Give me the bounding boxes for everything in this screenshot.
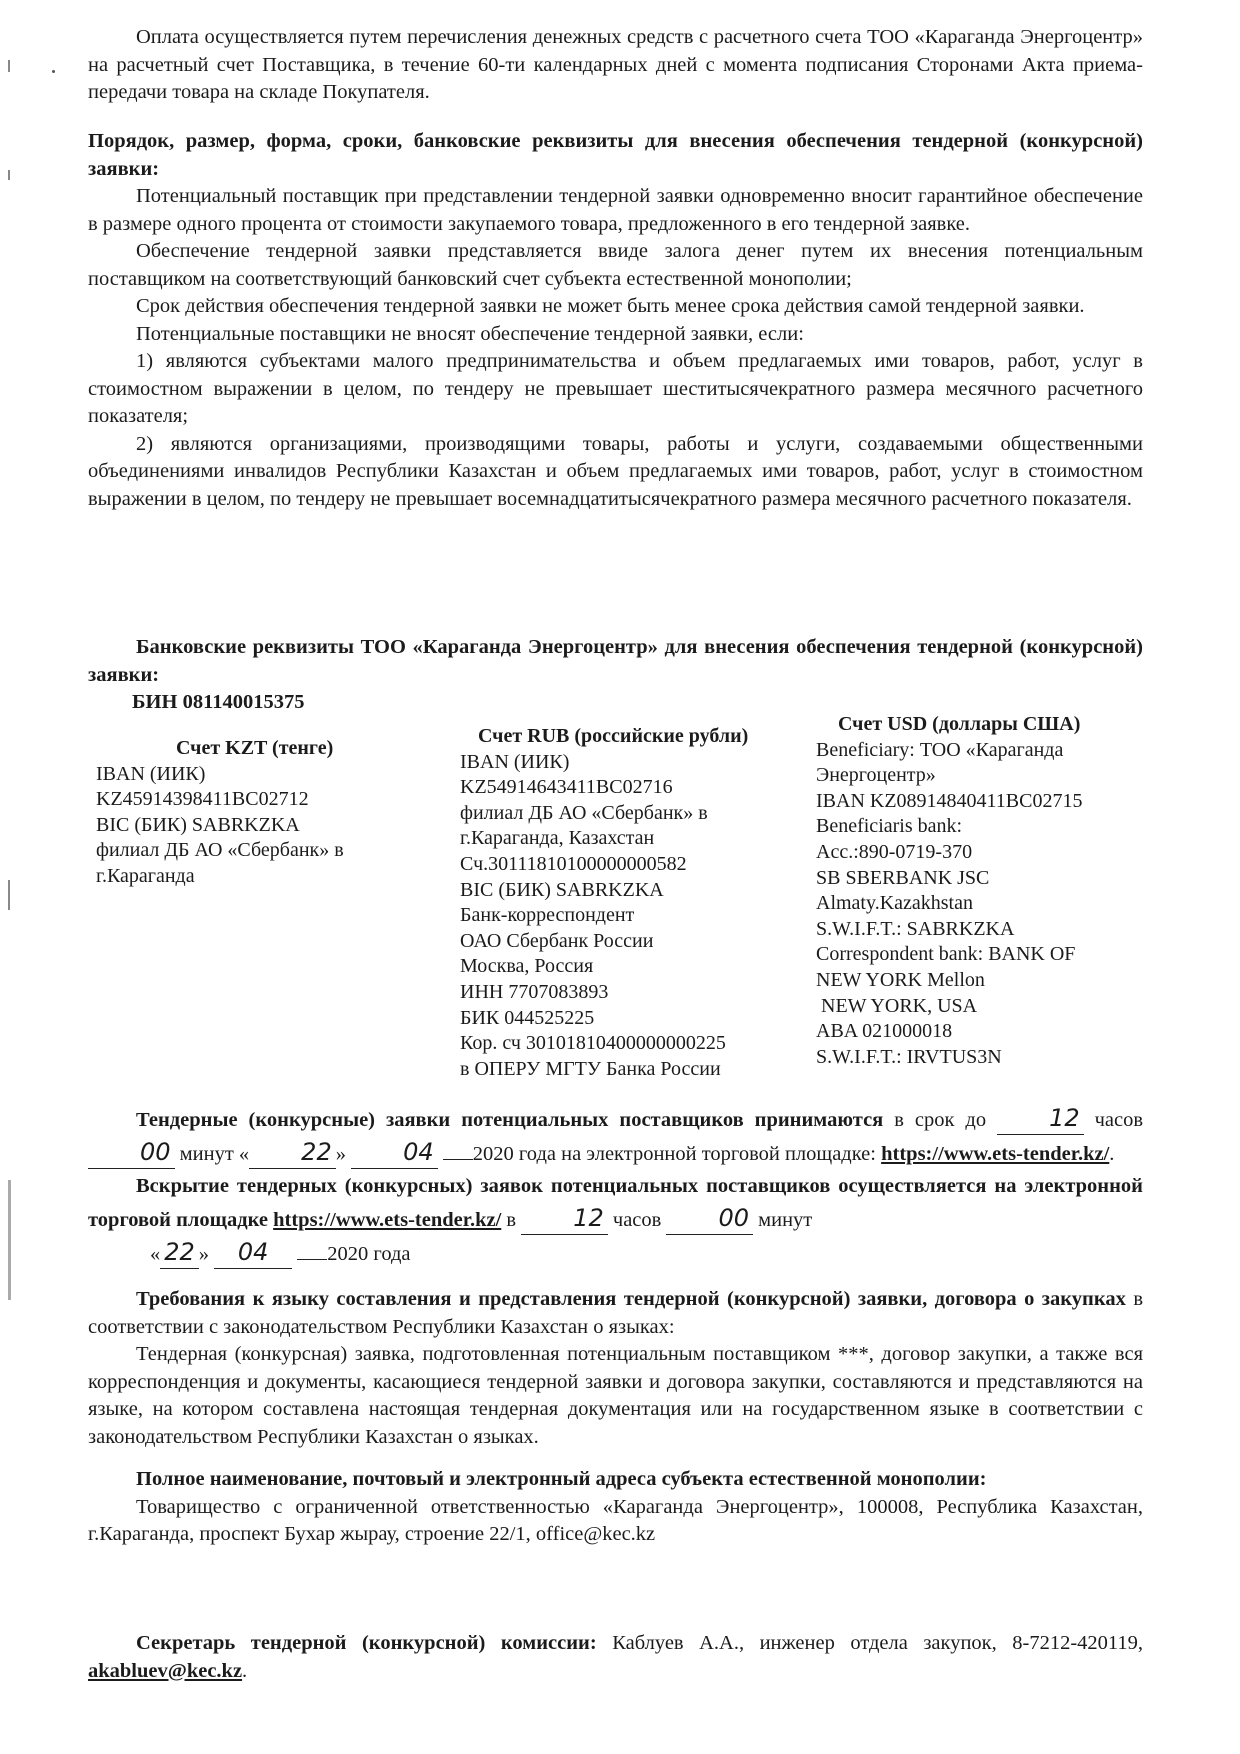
secretary-label: Секретарь тендерной (конкурсной) комиссии: (136, 1632, 597, 1654)
deadline-text: » (198, 1243, 210, 1265)
rub-line: в ОПЕРУ МГТУ Банка России (460, 1057, 721, 1080)
usd-line: Correspondent bank: BANK OF (816, 943, 1076, 966)
scan-artifact (52, 70, 55, 73)
blank-line (297, 1259, 327, 1260)
handwritten-day: 22 (160, 1236, 199, 1269)
rub-line: Сч.30111810100000000582 (460, 852, 687, 875)
kzt-line: BIC (БИК) SABRKZKA (96, 813, 300, 836)
bank-column-kzt (96, 736, 344, 890)
opening-deadline-label: Вскрытие тендерных (конкурсных) заявок потенциальных поставщиков осуществляется на электронной торговой площадке (88, 1175, 1143, 1231)
handwritten-month: 04 (351, 1136, 438, 1169)
deadline-text: часов (612, 1209, 662, 1231)
bank-column-usd (816, 712, 1082, 1070)
handwritten-day: 22 (249, 1136, 336, 1169)
scan-artifact (8, 170, 10, 180)
bank-bin: БИН 081140015375 (132, 691, 305, 713)
deadline-text: » (335, 1143, 346, 1165)
security-paragraph-4: Потенциальные поставщики не вносят обеспечение тендерной заявки, если: (136, 322, 804, 345)
usd-line: ABA 021000018 (816, 1020, 953, 1043)
usd-line: Almaty.Kazakhstan (816, 892, 973, 915)
security-paragraph-6: 2) являются организациями, производящими товары, работы и услуги, создаваемыми общественными объединениями инвалидов Республики Казахстан и объем предлагаемых ими товаров, работ, услуг в стоимостном выражении в целом, по тендеру не превышает восемнадцатитысячекратного размера месячного расчетного показателя. (88, 432, 1143, 510)
deadline-text: 2020 года на электронной торговой площадке: (472, 1143, 876, 1165)
address-body: Товарищество с ограниченной ответственностью «Караганда Энергоцентр», 100008, Республика Казахстан, г.Караганда, проспект Бухар жырау, строение 22/1, office@kec.kz (88, 1495, 1143, 1545)
address-section (88, 1466, 1143, 1549)
ets-tender-link[interactable]: https://www.ets-tender.kz/ (881, 1143, 1110, 1165)
rub-line: г.Караганда, Казахстан (460, 827, 655, 850)
rub-line: Москва, Россия (460, 955, 594, 978)
deadline-text: минут « (179, 1143, 250, 1165)
security-paragraph-3: Срок действия обеспечения тендерной заявки не может быть менее срока действия самой тендерной заявки. (136, 295, 1085, 317)
payment-section (88, 24, 1143, 107)
usd-line: NEW YORK, USA (816, 994, 978, 1017)
kzt-line: KZ45914398411BC02712 (96, 788, 309, 811)
kzt-line: филиал ДБ АО «Сбербанк» в (96, 839, 344, 862)
handwritten-minute: 00 (88, 1136, 175, 1169)
secretary-text: Каблуев А.А., инженер отдела закупок, 8-7212-420119, (612, 1632, 1144, 1654)
ets-tender-link[interactable]: https://www.ets-tender.kz/ (273, 1209, 502, 1231)
kzt-title: Счет KZT (тенге) (176, 737, 334, 759)
bank-heading: Банковские реквизиты ТОО «Караганда Энергоцентр» для внесения обеспечения тендерной (конкурсной) заявки: (88, 636, 1143, 686)
kzt-line: г.Караганда (96, 864, 195, 887)
deadline-text: « (150, 1243, 161, 1265)
submission-deadline-label: Тендерные (конкурсные) заявки потенциальных поставщиков принимаются (136, 1109, 884, 1131)
rub-line: филиал ДБ АО «Сбербанк» в (460, 801, 708, 824)
secretary-text: . (242, 1659, 248, 1682)
handwritten-month: 04 (214, 1236, 292, 1269)
bank-columns (96, 712, 1146, 1092)
scan-artifact (8, 1180, 11, 1300)
scan-artifact (8, 880, 10, 910)
rub-line: ИНН 7707083893 (460, 980, 609, 1003)
usd-line: Энергоцентр» (816, 764, 936, 787)
handwritten-minute: 00 (666, 1202, 753, 1235)
security-paragraph-1: Потенциальный поставщик при представлении тендерной заявки одновременно вносит гарантийное обеспечение в размере одного процента от стоимости закупаемого товара, предложенного в его тендерной заявке. (88, 185, 1143, 235)
deadline-text: . (1109, 1143, 1115, 1165)
language-section (88, 1286, 1143, 1451)
usd-line: SB SBERBANK JSC (816, 866, 990, 889)
usd-line: NEW YORK Mellon (816, 968, 985, 991)
rub-line: Кор. сч 30101810400000000225 (460, 1032, 726, 1055)
usd-line: Beneficiary: ТОО «Караганда (816, 738, 1064, 761)
address-heading: Полное наименование, почтовый и электронный адреса субъекта естественной монополии: (136, 1468, 987, 1490)
usd-line: S.W.I.F.T.: SABRKZKA (816, 917, 1015, 940)
rub-line: BIC (БИК) SABRKZKA (460, 878, 664, 901)
usd-line: Acc.:890-0719-370 (816, 840, 973, 863)
opening-deadline (88, 1170, 1143, 1236)
deadline-section (88, 1102, 1143, 1270)
rub-line: IBAN (ИИК) (460, 750, 570, 773)
secretary-info (88, 1630, 1143, 1685)
kzt-line: IBAN (ИИК) (96, 762, 206, 785)
deadline-text: в срок до (894, 1109, 987, 1131)
language-heading-tail: в соответствии с законодательством Республики Казахстан о языках: (88, 1288, 1144, 1338)
handwritten-hour: 12 (521, 1202, 608, 1235)
usd-line: Beneficiaris bank: (816, 815, 963, 838)
submission-deadline (88, 1102, 1143, 1170)
rub-line: KZ54914643411BC02716 (460, 776, 673, 799)
secretary-section (88, 1630, 1143, 1685)
usd-line: IBAN KZ08914840411BC02715 (816, 789, 1083, 812)
payment-text: Оплата осуществляется путем перечисления денежных средств с расчетного счета ТОО «Караганда Энергоцентр» на расчетный счет Поставщика, в течение 60-ти календарных дней с момента подписания Сторонами Акта приема-передачи товара на складе Покупателя. (88, 26, 1143, 103)
scan-artifact (8, 60, 10, 72)
handwritten-hour: 12 (997, 1102, 1084, 1135)
language-body: Тендерная (конкурсная) заявка, подготовленная потенциальным поставщиком ***, договор закупки, а также вся корреспонденция и документы, касающиеся тендерной заявки и договора закупки, составляются и представляются на языке, на котором составлена настоящая тендерная документация или на государственном языке в соответствии с законодательством Республики Казахстан о языках. (88, 1343, 1143, 1448)
secretary-email-link[interactable]: akabluev@kec.kz (88, 1659, 243, 1682)
opening-date (88, 1236, 1143, 1270)
rub-line: ОАО Сбербанк России (460, 929, 654, 952)
deadline-text: 2020 года (327, 1243, 411, 1265)
deadline-text: в (506, 1209, 517, 1231)
rub-title: Счет RUB (российские рубли) (478, 725, 749, 747)
security-paragraph-2: Обеспечение тендерной заявки представляется ввиде залога денег путем их внесения потенциальным поставщиком на соответствующий банковский счет субъекта естественной монополии; (88, 240, 1143, 290)
language-heading (88, 1286, 1143, 1341)
deadline-text: минут (758, 1209, 813, 1231)
bank-column-rub (460, 724, 748, 1082)
rub-line: Банк-корреспондент (460, 904, 635, 927)
rub-line: БИК 044525225 (460, 1006, 595, 1029)
security-heading: Порядок, размер, форма, сроки, банковские реквизиты для внесения обеспечения тендерной (конкурсной) заявки: (88, 130, 1143, 180)
language-heading-bold: Требования к языку составления и представления тендерной (конкурсной) заявки, договора о закупках (136, 1288, 1126, 1310)
usd-line: S.W.I.F.T.: IRVTUS3N (816, 1045, 1002, 1068)
blank-line (443, 1159, 473, 1160)
usd-title: Счет USD (доллары США) (838, 713, 1081, 735)
deadline-text: часов (1094, 1109, 1144, 1131)
security-section (88, 128, 1143, 513)
bank-section (88, 634, 1143, 717)
security-paragraph-5: 1) являются субъектами малого предпринимательства и объем предлагаемых ими товаров, работ, услуг в стоимостном выражении в целом, по тендеру не превышает шеститысячекратного размера месячного расчетного показателя; (88, 350, 1143, 427)
